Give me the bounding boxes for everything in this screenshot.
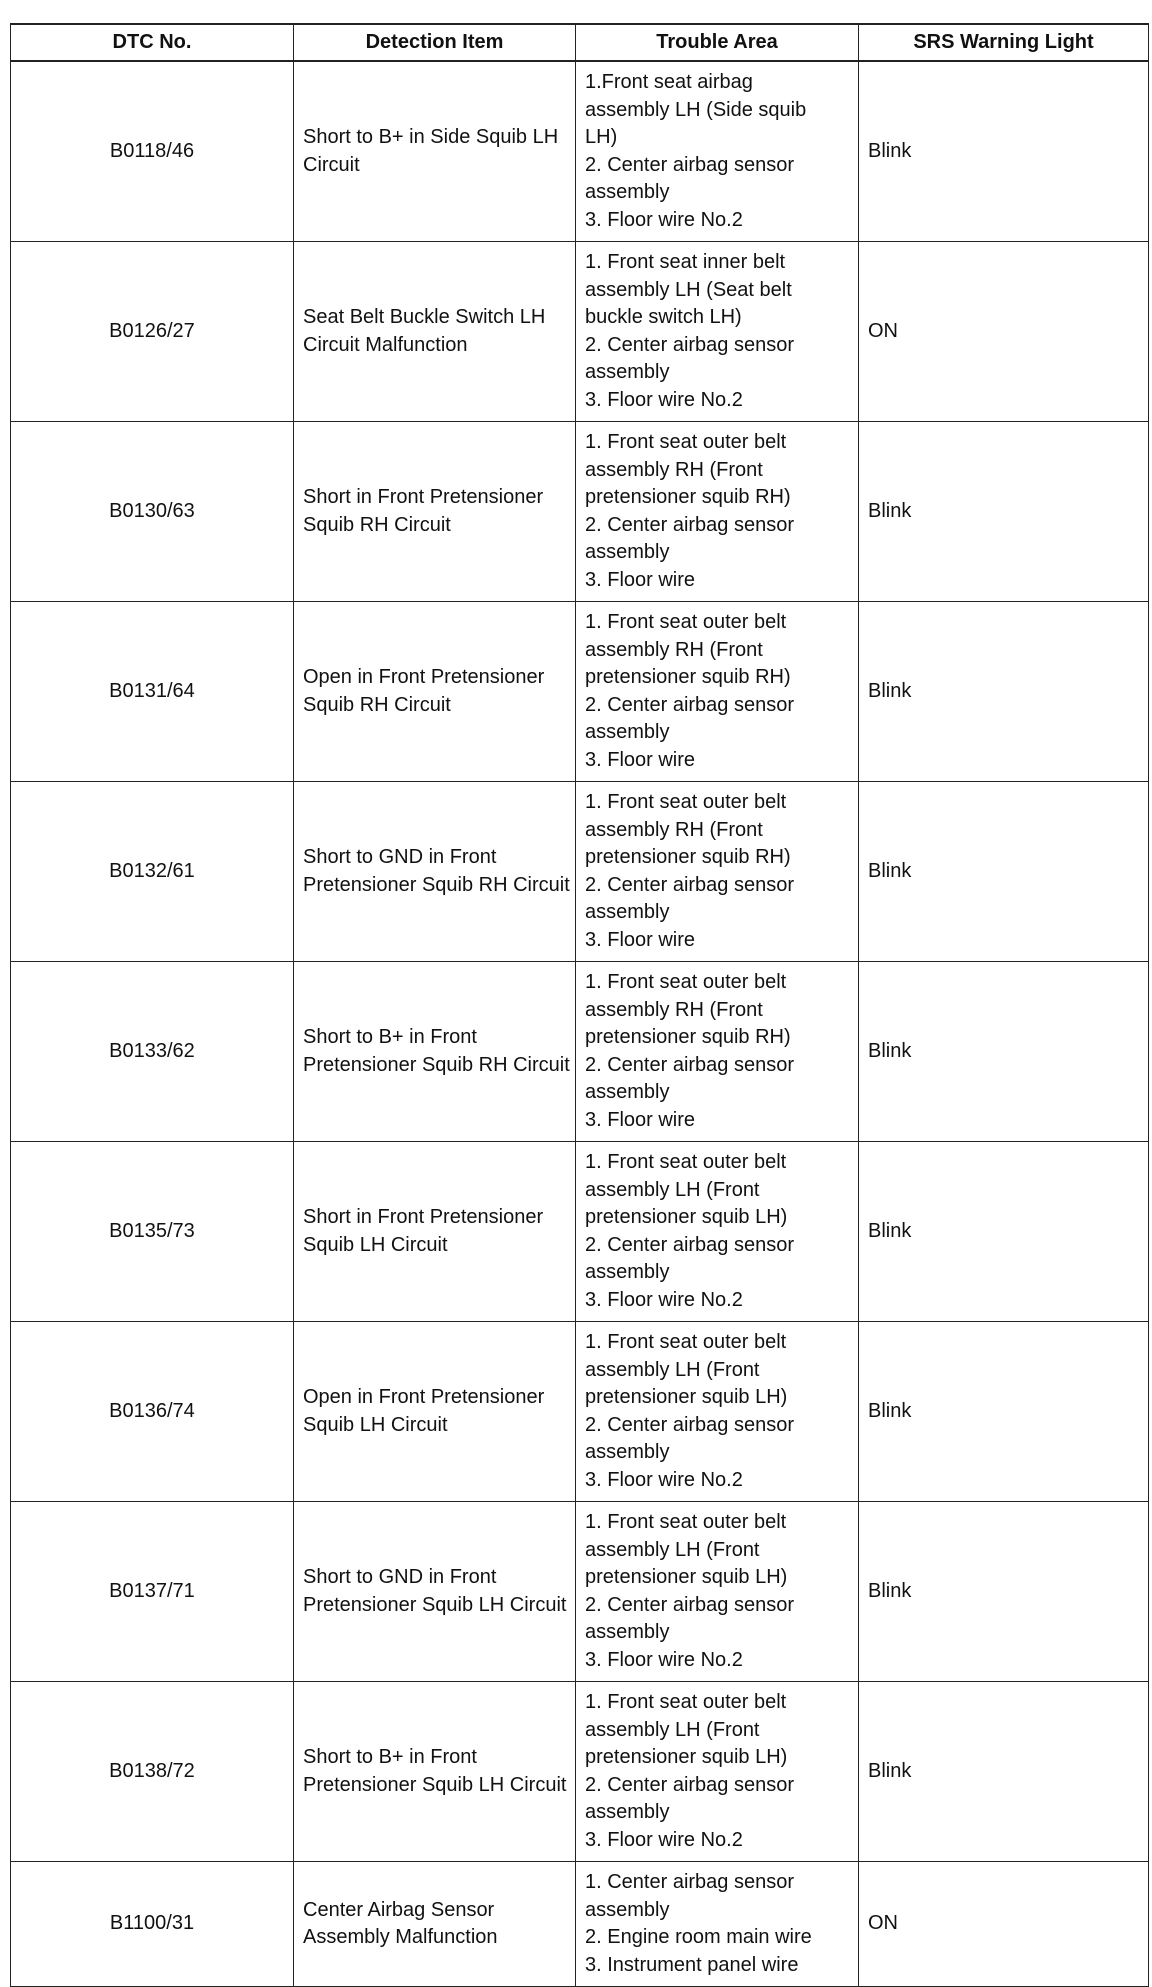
- trouble-area-line: assembly LH (Seat belt: [585, 278, 792, 301]
- trouble-area-line: 2. Center airbag sensor: [585, 513, 795, 536]
- trouble-area-line: 1. Center airbag sensor: [585, 1871, 795, 1893]
- trouble-area-line: 3. Floor wire No.2: [585, 1288, 743, 1311]
- srs-warning-light-cell: ON: [859, 1862, 1149, 1987]
- table-row: [11, 962, 1149, 1142]
- trouble-area-line: assembly: [585, 181, 670, 203]
- trouble-area-line: assembly RH (Front: [585, 458, 763, 481]
- trouble-area-cell: [576, 1502, 859, 1682]
- table-row: [11, 242, 1149, 422]
- trouble-area-cell: [576, 782, 859, 962]
- trouble-area-line: pretensioner squib LH): [585, 1206, 788, 1228]
- trouble-area-line: pretensioner squib LH): [585, 1386, 788, 1408]
- header-dtc-no: DTC No.: [11, 24, 294, 61]
- srs-warning-light-cell: Blink: [859, 422, 1149, 602]
- detection-item-cell: Short in Front Pretensioner Squib LH Circuit: [294, 1142, 576, 1322]
- trouble-area-line: LH): [585, 126, 618, 148]
- srs-warning-light-cell: Blink: [859, 602, 1149, 782]
- header-srs-warning-light: SRS Warning Light: [859, 24, 1149, 61]
- dtc-code-cell: B0130/63: [11, 422, 294, 602]
- detection-item-cell: Short to B+ in Front Pretensioner Squib LH Circuit: [294, 1682, 576, 1862]
- trouble-area-line: 1. Front seat outer belt: [585, 1511, 787, 1533]
- trouble-area-line: assembly RH (Front: [585, 998, 763, 1021]
- trouble-area-line: pretensioner squib RH): [585, 666, 791, 688]
- trouble-area-line: 1. Front seat outer belt: [585, 791, 787, 813]
- trouble-area-line: 2. Center airbag sensor: [585, 153, 795, 176]
- trouble-area-line: assembly: [585, 1261, 670, 1283]
- trouble-area-line: 3. Floor wire No.2: [585, 388, 743, 411]
- trouble-area-line: 3. Floor wire: [585, 928, 696, 951]
- trouble-area-line: pretensioner squib RH): [585, 486, 791, 508]
- trouble-area-line: 1. Front seat outer belt: [585, 611, 787, 633]
- trouble-area-line: 2. Center airbag sensor: [585, 693, 795, 716]
- trouble-area-line: pretensioner squib LH): [585, 1566, 788, 1588]
- trouble-area-line: assembly RH (Front: [585, 638, 763, 661]
- trouble-area-line: assembly LH (Front: [585, 1358, 760, 1381]
- dtc-code-cell: B0138/72: [11, 1682, 294, 1862]
- srs-warning-light-cell: Blink: [859, 1502, 1149, 1682]
- trouble-area-line: 3. Floor wire: [585, 568, 696, 591]
- trouble-area-line: 3. Floor wire: [585, 1108, 696, 1131]
- trouble-area-line: 2. Center airbag sensor: [585, 1773, 795, 1796]
- table-row: [11, 1322, 1149, 1502]
- trouble-area-line: pretensioner squib RH): [585, 846, 791, 868]
- table-body: [11, 61, 1149, 1987]
- trouble-area-line: assembly: [585, 1441, 670, 1463]
- trouble-area-line: assembly RH (Front: [585, 818, 763, 841]
- trouble-area-line: 1. Front seat outer belt: [585, 1151, 787, 1173]
- trouble-area-cell: [576, 61, 859, 242]
- srs-warning-light-cell: Blink: [859, 1322, 1149, 1502]
- trouble-area-line: assembly: [585, 721, 670, 743]
- srs-warning-light-cell: Blink: [859, 1682, 1149, 1862]
- trouble-area-cell: [576, 1142, 859, 1322]
- detection-item-cell: Open in Front Pretensioner Squib LH Circuit: [294, 1322, 576, 1502]
- trouble-area-line: 2. Center airbag sensor: [585, 1233, 795, 1256]
- trouble-area-line: buckle switch LH): [585, 306, 742, 328]
- trouble-area-line: 1.Front seat airbag: [585, 71, 753, 93]
- trouble-area-line: 3. Floor wire No.2: [585, 1468, 743, 1491]
- detection-item-cell: Seat Belt Buckle Switch LH Circuit Malfunction: [294, 242, 576, 422]
- srs-warning-light-cell: ON: [859, 242, 1149, 422]
- dtc-code-cell: B0135/73: [11, 1142, 294, 1322]
- dtc-code-cell: B0118/46: [11, 61, 294, 242]
- trouble-area-cell: [576, 1682, 859, 1862]
- trouble-area-line: assembly LH (Front: [585, 1718, 760, 1741]
- dtc-code-cell: B0126/27: [11, 242, 294, 422]
- dtc-table: [10, 23, 1149, 1987]
- detection-item-cell: Center Airbag Sensor Assembly Malfunction: [294, 1862, 576, 1987]
- table-row: [11, 1682, 1149, 1862]
- trouble-area-line: assembly LH (Front: [585, 1538, 760, 1561]
- trouble-area-line: 2. Center airbag sensor: [585, 1413, 795, 1436]
- table-row: [11, 602, 1149, 782]
- trouble-area-line: 3. Floor wire No.2: [585, 1828, 743, 1851]
- table-header: [11, 24, 1149, 61]
- table-row: [11, 61, 1149, 242]
- trouble-area-line: 1. Front seat outer belt: [585, 971, 787, 993]
- header-trouble-area: Trouble Area: [576, 24, 859, 61]
- trouble-area-line: 3. Floor wire: [585, 748, 696, 771]
- trouble-area-line: 2. Center airbag sensor: [585, 1053, 795, 1076]
- trouble-area-line: 2. Engine room main wire: [585, 1926, 812, 1948]
- trouble-area-cell: [576, 242, 859, 422]
- dtc-code-cell: B1100/31: [11, 1862, 294, 1987]
- trouble-area-line: 3. Floor wire No.2: [585, 1648, 743, 1671]
- trouble-area-line: pretensioner squib RH): [585, 1026, 791, 1048]
- trouble-area-line: 1. Front seat inner belt: [585, 251, 786, 273]
- trouble-area-line: pretensioner squib LH): [585, 1746, 788, 1768]
- dtc-code-cell: B0132/61: [11, 782, 294, 962]
- table-row: [11, 782, 1149, 962]
- dtc-code-cell: B0137/71: [11, 1502, 294, 1682]
- detection-item-cell: Open in Front Pretensioner Squib RH Circuit: [294, 602, 576, 782]
- detection-item-cell: Short to B+ in Side Squib LH Circuit: [294, 61, 576, 242]
- srs-warning-light-cell: Blink: [859, 962, 1149, 1142]
- detection-item-cell: Short to B+ in Front Pretensioner Squib RH Circuit: [294, 962, 576, 1142]
- trouble-area-line: assembly LH (Front: [585, 1178, 760, 1201]
- table-row: [11, 1142, 1149, 1322]
- trouble-area-line: 1. Front seat outer belt: [585, 1691, 787, 1713]
- detection-item-cell: Short to GND in Front Pretensioner Squib RH Circuit: [294, 782, 576, 962]
- trouble-area-line: 3. Floor wire No.2: [585, 208, 743, 231]
- trouble-area-line: assembly: [585, 1621, 670, 1643]
- trouble-area-cell: [576, 1862, 859, 1987]
- trouble-area-line: assembly: [585, 1801, 670, 1823]
- trouble-area-line: assembly: [585, 541, 670, 563]
- dtc-code-cell: B0131/64: [11, 602, 294, 782]
- trouble-area-cell: [576, 422, 859, 602]
- srs-warning-light-cell: Blink: [859, 782, 1149, 962]
- srs-warning-light-cell: Blink: [859, 61, 1149, 242]
- trouble-area-cell: [576, 962, 859, 1142]
- trouble-area-line: assembly: [585, 1081, 670, 1103]
- trouble-area-line: 3. Instrument panel wire: [585, 1953, 799, 1976]
- trouble-area-cell: [576, 1322, 859, 1502]
- table-row: [11, 422, 1149, 602]
- trouble-area-line: assembly LH (Side squib: [585, 98, 807, 121]
- trouble-area-line: 1. Front seat outer belt: [585, 431, 787, 453]
- header-detection-item: Detection Item: [294, 24, 576, 61]
- dtc-code-cell: B0133/62: [11, 962, 294, 1142]
- trouble-area-line: 2. Center airbag sensor: [585, 333, 795, 356]
- trouble-area-line: 2. Center airbag sensor: [585, 1593, 795, 1616]
- header-row: [11, 24, 1149, 61]
- trouble-area-line: assembly: [585, 901, 670, 923]
- trouble-area-line: 1. Front seat outer belt: [585, 1331, 787, 1353]
- table-row: [11, 1862, 1149, 1987]
- detection-item-cell: Short to GND in Front Pretensioner Squib LH Circuit: [294, 1502, 576, 1682]
- dtc-code-cell: B0136/74: [11, 1322, 294, 1502]
- trouble-area-cell: [576, 602, 859, 782]
- detection-item-cell: Short in Front Pretensioner Squib RH Circuit: [294, 422, 576, 602]
- trouble-area-line: assembly: [585, 361, 670, 383]
- trouble-area-line: 2. Center airbag sensor: [585, 873, 795, 896]
- trouble-area-line: assembly: [585, 1898, 670, 1921]
- srs-warning-light-cell: Blink: [859, 1142, 1149, 1322]
- table-row: [11, 1502, 1149, 1682]
